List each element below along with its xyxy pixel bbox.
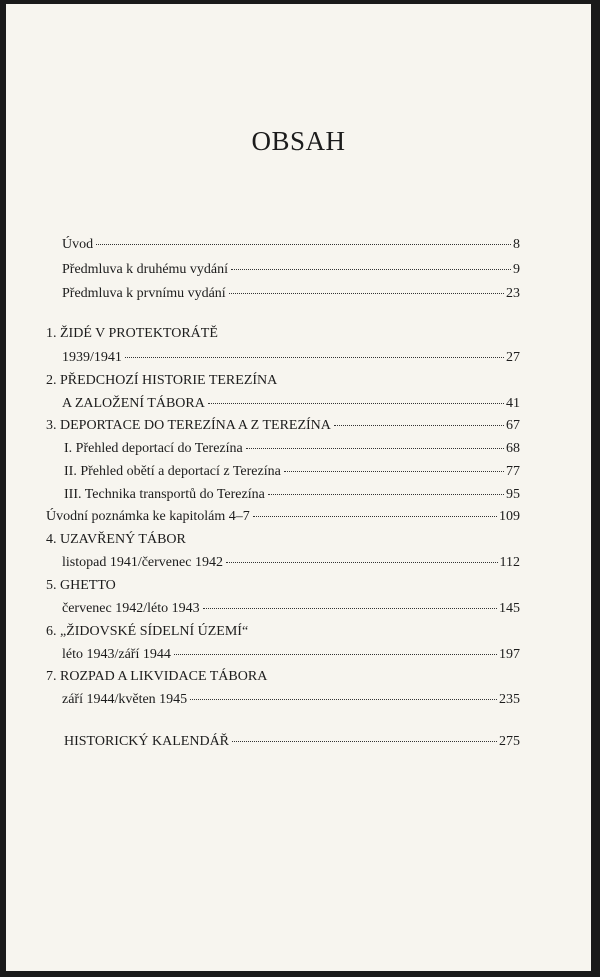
toc-entry-page: 112 [499, 555, 520, 570]
toc-entry-page: 23 [506, 286, 520, 301]
toc-entry-historicky-kalendar [64, 733, 520, 751]
toc-entry-label: HISTORICKÝ KALENDÁŘ [64, 734, 230, 749]
chapter-heading-7: 7. ROZPAD A LIKVIDACE TÁBORA [46, 669, 268, 684]
chapter-heading-1: 1. ŽIDÉ V PROTEKTORÁTĚ [46, 326, 218, 341]
toc-entry-uvodni-poznamka [46, 508, 520, 526]
toc-entry-uvod [62, 236, 520, 254]
leader-dots [268, 494, 504, 495]
leader-dots [203, 608, 497, 609]
toc-entry-chapter-3-i [64, 440, 520, 458]
toc-entry-label: A ZALOŽENÍ TÁBORA [62, 396, 205, 411]
toc-entry-label: léto 1943/září 1944 [62, 647, 171, 662]
toc-entry-chapter-7 [62, 691, 520, 709]
chapter-heading-6: 6. „ŽIDOVSKÉ SÍDELNÍ ÚZEMÍ“ [46, 624, 249, 639]
toc-entry-page: 197 [499, 647, 520, 662]
page-title: OBSAH [251, 126, 346, 156]
toc-entry-page: 235 [499, 692, 520, 707]
toc-entry-chapter-5 [62, 600, 520, 618]
toc-entry-page: 109 [499, 509, 520, 524]
toc-entry-label: Úvodní poznámka ke kapitolám 4–7 [46, 509, 250, 524]
toc-entry-label: Předmluva k druhému vydání [62, 262, 229, 277]
leader-dots [229, 293, 504, 294]
toc-entry-chapter-3-iii [64, 486, 520, 504]
toc-entry-page: 145 [499, 601, 520, 616]
toc-entry-page: 67 [506, 418, 520, 433]
toc-entry-label: Úvod [62, 237, 94, 252]
leader-dots [96, 244, 511, 245]
leader-dots [125, 357, 504, 358]
leader-dots [284, 471, 504, 472]
leader-dots [208, 403, 504, 404]
leader-dots [231, 269, 511, 270]
toc-entry-predmluva-prvni [62, 285, 520, 303]
leader-dots [174, 654, 497, 655]
toc-entry-chapter-2 [62, 395, 520, 413]
toc-entry-page: 27 [506, 350, 520, 365]
toc-entry-chapter-4 [62, 554, 520, 572]
toc-entry-chapter-3 [46, 417, 520, 435]
toc-entry-label: září 1944/květen 1945 [62, 692, 188, 707]
toc-entry-label: listopad 1941/červenec 1942 [62, 555, 223, 570]
toc-entry-page: 275 [499, 734, 520, 749]
toc-entry-page: 77 [506, 464, 520, 479]
leader-dots [334, 425, 504, 426]
toc-entry-page: 68 [506, 441, 520, 456]
toc-entry-page: 95 [506, 487, 520, 502]
chapter-heading-2: 2. PŘEDCHOZÍ HISTORIE TEREZÍNA [46, 373, 278, 388]
toc-entry-predmluva-druhe [62, 261, 520, 279]
chapter-heading-4: 4. UZAVŘENÝ TÁBOR [46, 532, 186, 547]
toc-entry-label: II. Přehled obětí a deportací z Terezína [64, 464, 281, 479]
toc-entry-page: 41 [506, 396, 520, 411]
toc-entry-label: červenec 1942/léto 1943 [62, 601, 200, 616]
toc-entry-label: 3. DEPORTACE DO TEREZÍNA A Z TEREZÍNA [46, 418, 331, 433]
leader-dots [226, 562, 498, 563]
leader-dots [190, 699, 497, 700]
toc-entry-label: 1939/1941 [62, 350, 122, 365]
book-page [6, 4, 591, 971]
toc-entry-label: III. Technika transportů do Terezína [64, 487, 265, 502]
leader-dots [232, 741, 497, 742]
toc-entry-chapter-6 [62, 646, 520, 664]
leader-dots [246, 448, 504, 449]
toc-entry-label: I. Přehled deportací do Terezína [64, 441, 243, 456]
leader-dots [253, 516, 497, 517]
chapter-heading-5: 5. GHETTO [46, 578, 116, 593]
toc-entry-page: 9 [513, 262, 520, 277]
toc-entry-label: Předmluva k prvnímu vydání [62, 286, 226, 301]
toc-entry-chapter-1 [62, 349, 520, 367]
toc-entry-chapter-3-ii [64, 463, 520, 481]
toc-entry-page: 8 [513, 237, 520, 252]
